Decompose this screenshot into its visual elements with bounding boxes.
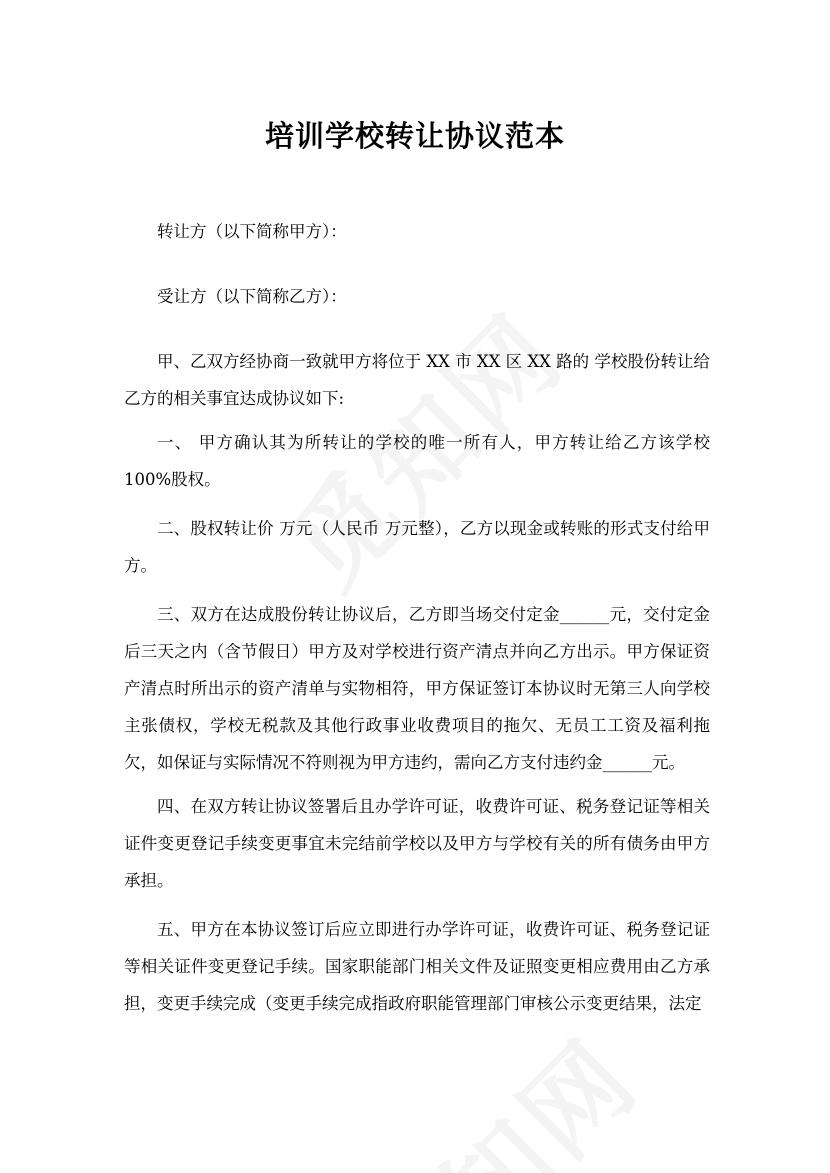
clause-1: 一、 甲方确认其为所转让的学校的唯一所有人，甲方转让给乙方该学校 100%股权。	[124, 433, 710, 489]
transferee-line: 受让方（以下简称乙方）：	[157, 287, 347, 306]
clause-5: 五、甲方在本协议签订后应立即进行办学许可证，收费许可证、税务登记证等相关证件变更登记手续。国家职能部门相关文件及证照变更相应费用由乙方承担，变更手续完成（变更手续完成指政府职能管理部门审核公示变更结果，法定	[124, 920, 710, 1013]
document-body	[124, 213, 710, 1022]
transferor-line: 转让方（以下简称甲方）：	[157, 222, 347, 241]
clause-4: 四、在双方转让协议签署后且办学许可证，收费许可证、税务登记证等相关证件变更登记手续变更事宜未完结前学校以及甲方与学校有关的所有债务由甲方承担。	[124, 797, 710, 890]
document-title: 培训学校转让协议范本	[264, 119, 565, 153]
intro-paragraph: 甲、乙双方经协商一致就甲方将位于 XX 市 XX 区 XX 路的 学校股份转让给乙方的相关事宜达成协议如下:	[124, 352, 710, 408]
watermark	[325, 1000, 664, 1173]
clause-3: 三、双方在达成股份转让协议后，乙方即当场交付定金______元，交付定金后三天之内（含节假日）甲方及对学校进行资产清点并向乙方出示。甲方保证资产清点时所出示的资产清单与实物相符，甲方保证签订本协议时无第三人向学校主张债权，学校无税款及其他行政事业收费项目的拖欠、无员工工资及福利拖欠，如保证与实际情况不符则视为甲方违约，需向乙方支付违约金______元。	[124, 605, 710, 772]
clause-2: 二、股权转让价 万元（人民币 万元整），乙方以现金或转账的形式支付给甲方。	[124, 519, 710, 575]
